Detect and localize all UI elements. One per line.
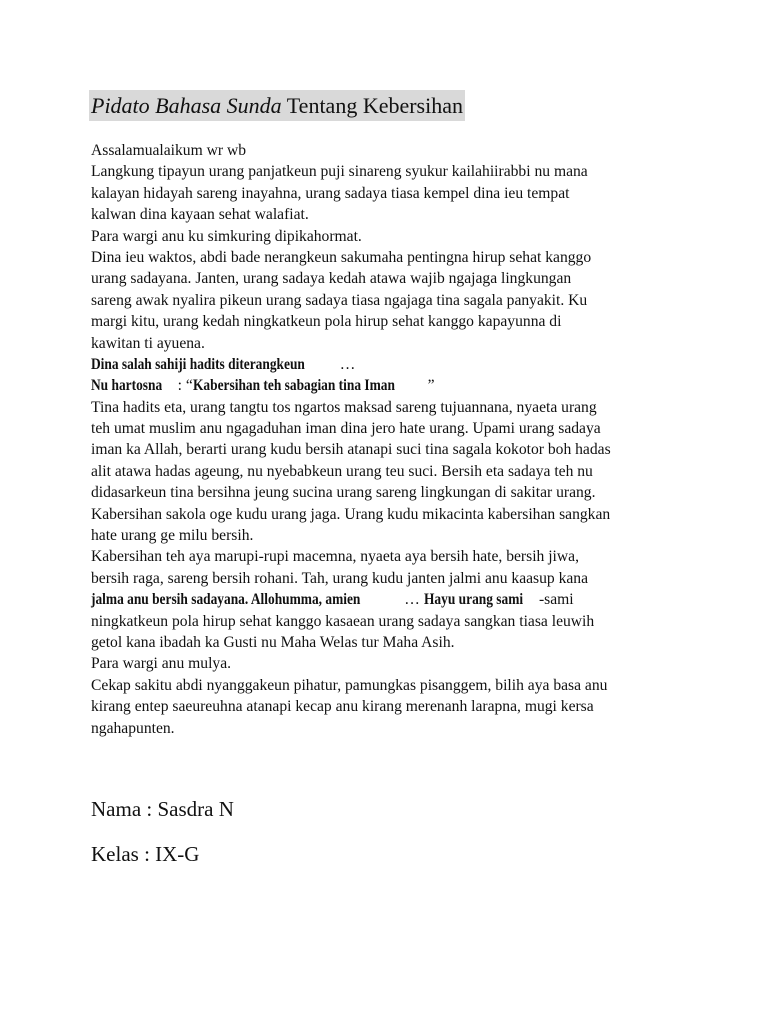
- text-line: kirang entep saeureuhna atanapi kecap anu kirang merenanh larapna, mugi kersa: [91, 698, 594, 716]
- text-line: getol kana ibadah ka Gusti nu Maha Welas tur Maha Asih.: [91, 633, 455, 651]
- signature-name: Nama : Sasdra N: [91, 797, 234, 821]
- text-line: alit atawa hadas ageung, nu nyebabkeun urang teu suci. Bersih eta sadaya teh nu: [91, 462, 593, 480]
- mixed-bold-line: [91, 589, 711, 610]
- text-line: kalwan dina kayaan sehat walafiat.: [91, 206, 309, 224]
- text-line: Cekap sakitu abdi nyanggakeun pihatur, pamungkas pisanggem, bilih aya basa anu: [91, 676, 608, 694]
- text-line: kalayan hidayah sareng inayahna, urang sadaya tiasa kempel dina ieu tempat: [91, 184, 570, 202]
- text-line: Kabersihan sakola oge kudu urang jaga. Urang kudu mikacinta kabersihan sangkan: [91, 505, 611, 523]
- mixed-tail: -sami: [538, 591, 574, 609]
- text-line: hate urang ge milu bersih.: [91, 527, 254, 545]
- text-line: sareng awak nyalira pikeun urang sadaya tiasa ngajaga tina sagala panyakit. Ku: [91, 291, 588, 309]
- hadith-intro-tail: …: [339, 355, 356, 373]
- text-line: Langkung tipayun urang panjatkeun puji sinareng syukur kailahiirabbi nu mana: [91, 163, 588, 181]
- signature-class: Kelas : IX-G: [91, 842, 200, 866]
- hadith-quote-line: [91, 375, 711, 396]
- text-line: margi kitu, urang kedah ningkatkeun pola hirup sehat kanggo kapayunna di: [91, 313, 562, 331]
- text-line: Assalamualaikum wr wb: [91, 142, 247, 159]
- mixed-mid: …: [404, 591, 424, 609]
- mixed-bold-1: jalma anu bersih sadayana. Allohumma, amien: [91, 591, 361, 609]
- title-rest: Tentang Kebersihan: [281, 93, 463, 118]
- text-line: Kabersihan teh aya marupi-rupi macemna, nyaeta aya bersih hate, bersih jiwa,: [91, 548, 579, 566]
- text-line: teh umat muslim anu ngagaduhan iman dina jero hate urang. Upami urang sadaya: [91, 420, 601, 438]
- text-line: Para wargi anu mulya.: [91, 655, 232, 673]
- text-line: iman ka Allah, berarti urang kudu bersih atanapi suci tina sagala kokotor boh hadas: [91, 441, 611, 459]
- text-line: Dina ieu waktos, abdi bade nerangkeun sakumaha pentingna hirup sehat kanggo: [91, 248, 592, 266]
- text-line: bersih raga, sareng bersih rohani. Tah, urang kudu janten jalmi anu kaasup kana: [91, 569, 589, 587]
- hadith-intro-bold: Dina salah sahiji hadits diterangkeun: [91, 355, 305, 373]
- text-line: Tina hadits eta, urang tangtu tos ngartos maksad sareng tujuannana, nyaeta urang: [91, 398, 597, 416]
- hadith-quote-middle: : “: [173, 377, 193, 395]
- document-title: [89, 90, 465, 121]
- hadith-quote-text: Kabersihan teh sabagian tina Iman: [192, 377, 395, 395]
- text-line: ngahapunten.: [91, 719, 175, 737]
- hadith-intro-line: [91, 354, 711, 375]
- text-line: didasarkeun tina bersihna jeung sucina urang sareng lingkungan di sakitar urang.: [91, 484, 596, 502]
- text-line: ningkatkeun pola hirup sehat kanggo kasaean urang sadaya sangkan tiasa leuwih: [91, 612, 595, 630]
- speech-body: [91, 140, 711, 739]
- title-italic-part: Pidato Bahasa Sunda: [91, 93, 282, 118]
- hadith-quote-tail: ”: [427, 377, 435, 395]
- text-line: kawitan ti ayuena.: [91, 334, 205, 352]
- mixed-bold-2: Hayu urang sami: [423, 591, 523, 609]
- hadith-quote-label: Nu hartosna: [91, 377, 163, 395]
- text-line: urang sadayana. Janten, urang sadaya kedah atawa wajib ngajaga lingkungan: [91, 270, 572, 288]
- text-line: Para wargi anu ku simkuring dipikahormat.: [91, 227, 362, 245]
